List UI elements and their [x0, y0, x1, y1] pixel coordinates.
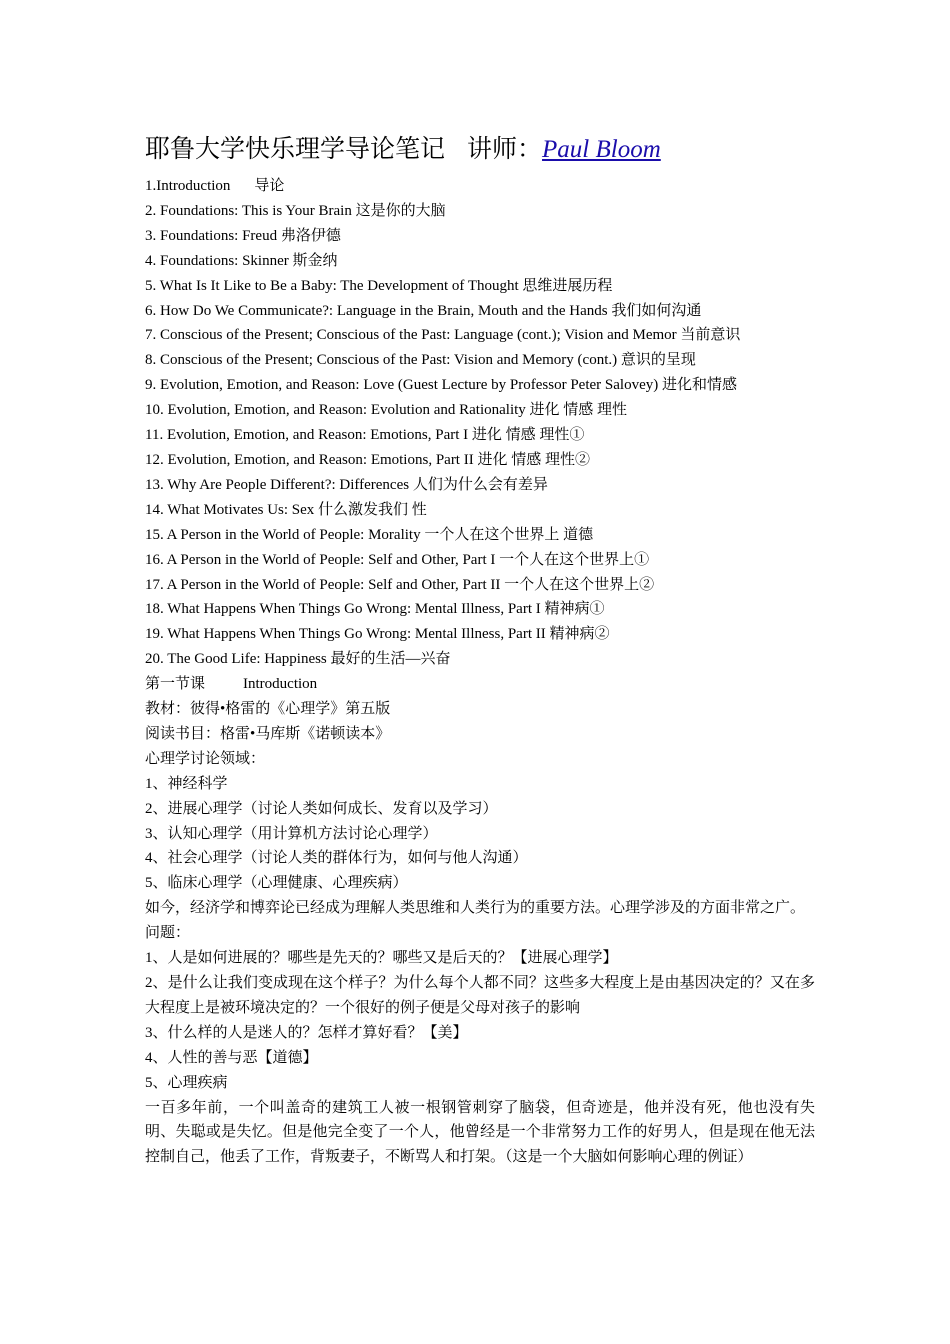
lecture-item: 11. Evolution, Emotion, and Reason: Emotions, Part I 进化 情感 理性① [145, 427, 585, 444]
questions-heading: 问题： [145, 925, 191, 942]
intro-paragraph: 如今，经济学和博弈论已经成为理解人类思维和人类行为的重要方法。心理学涉及的方面非常之广。 [145, 900, 806, 917]
lecturer-label: 讲师： [467, 136, 543, 163]
lecture-item: 10. Evolution, Emotion, and Reason: Evolution and Rationality 进化 情感 理性 [145, 402, 628, 419]
field-item: 3、认知心理学（用计算机方法讨论心理学） [145, 825, 438, 842]
title-text: 耶鲁大学快乐理学导论笔记 [145, 136, 446, 163]
question-item: 2、是什么让我们变成现在这个样子？为什么每个人都不同？这些多大程度上是由基因决定的？又在多大程度上是被环境决定的？一个很好的例子便是父母对孩子的影响 [145, 975, 815, 1016]
document-page [145, 130, 815, 1170]
lecture-item: 3. Foundations: Freud 弗洛伊德 [145, 227, 341, 244]
lecture-item: 18. What Happens When Things Go Wrong: Mental Illness, Part I 精神病① [145, 601, 605, 618]
lecture-item: 2. Foundations: This is Your Brain 这是你的大脑 [145, 202, 446, 219]
lecture-list [145, 174, 815, 672]
lecture-item: 5. What Is It Like to Be a Baby: The Development of Thought 思维进展历程 [145, 277, 613, 294]
page-title [145, 130, 815, 170]
lecture-item: 1.Introduction 导论 [145, 178, 285, 194]
field-item: 2、进展心理学（讨论人类如何成长、发育以及学习） [145, 800, 498, 817]
lecture-item: 19. What Happens When Things Go Wrong: Mental Illness, Part II 精神病② [145, 626, 610, 643]
questions-list [145, 946, 815, 1095]
question-item: 4、人性的善与恶【道德】 [145, 1049, 318, 1066]
lecture-item: 14. What Motivates Us: Sex 什么激发我们 性 [145, 501, 427, 518]
question-item: 1、人是如何进展的？哪些是先天的？哪些又是后天的？【进展心理学】 [145, 950, 618, 967]
lecture-item: 13. Why Are People Different?: Differences 人们为什么会有差异 [145, 476, 548, 493]
lecture-item: 16. A Person in the World of People: Self and Other, Part I 一个人在这个世界上① [145, 551, 650, 568]
textbook-line: 教材：彼得•格雷的《心理学》第五版 [145, 701, 391, 718]
fields-list [145, 772, 815, 897]
field-item: 4、社会心理学（讨论人类的群体行为，如何与他人沟通） [145, 850, 528, 867]
lecture-item: 15. A Person in the World of People: Morality 一个人在这个世界上 道德 [145, 526, 594, 543]
lecture-item: 12. Evolution, Emotion, and Reason: Emotions, Part II 进化 情感 理性② [145, 451, 590, 468]
lecture-item: 20. The Good Life: Happiness 最好的生活—兴奋 [145, 651, 451, 668]
lecture-item: 7. Conscious of the Present; Conscious of the Past: Language (cont.); Vision and Memor 当前意识 [145, 327, 741, 344]
lecture-item: 4. Foundations: Skinner 斯金纳 [145, 252, 338, 269]
question-item: 3、什么样的人是迷人的？怎样才算好看？【美】 [145, 1024, 468, 1041]
lecture-item: 17. A Person in the World of People: Self and Other, Part II 一个人在这个世界上② [145, 576, 655, 593]
lecture-item: 8. Conscious of the Present; Conscious of the Past: Vision and Memory (cont.) 意识的呈现 [145, 352, 696, 369]
question-item: 5、心理疾病 [145, 1074, 228, 1091]
lecture-item: 9. Evolution, Emotion, and Reason: Love (Guest Lecture by Professor Peter Salovey) 进化和情感 [145, 377, 737, 394]
field-item: 5、临床心理学（心理健康、心理疾病） [145, 875, 408, 892]
lesson-heading: 第一节课 Introduction [145, 676, 318, 693]
fields-heading: 心理学讨论领域： [145, 750, 266, 767]
lecturer-link[interactable]: Paul Bloom [542, 136, 661, 163]
story-paragraph: 一百多年前，一个叫盖奇的建筑工人被一根钢管刺穿了脑袋，但奇迹是，他并没有死，他也没有失明、失聪或是失忆。但是他完全变了一个人，他曾经是一个非常努力工作的好男人，但是现在他无法控制自己，他丢了工作，背叛妻子，不断骂人和打架。（这是一个大脑如何影响心理的例证） [145, 1099, 815, 1166]
field-item: 1、神经科学 [145, 775, 228, 792]
reading-line: 阅读书目：格雷•马库斯《诺顿读本》 [145, 725, 391, 742]
lecture-item: 6. How Do We Communicate?: Language in the Brain, Mouth and the Hands 我们如何沟通 [145, 302, 702, 319]
